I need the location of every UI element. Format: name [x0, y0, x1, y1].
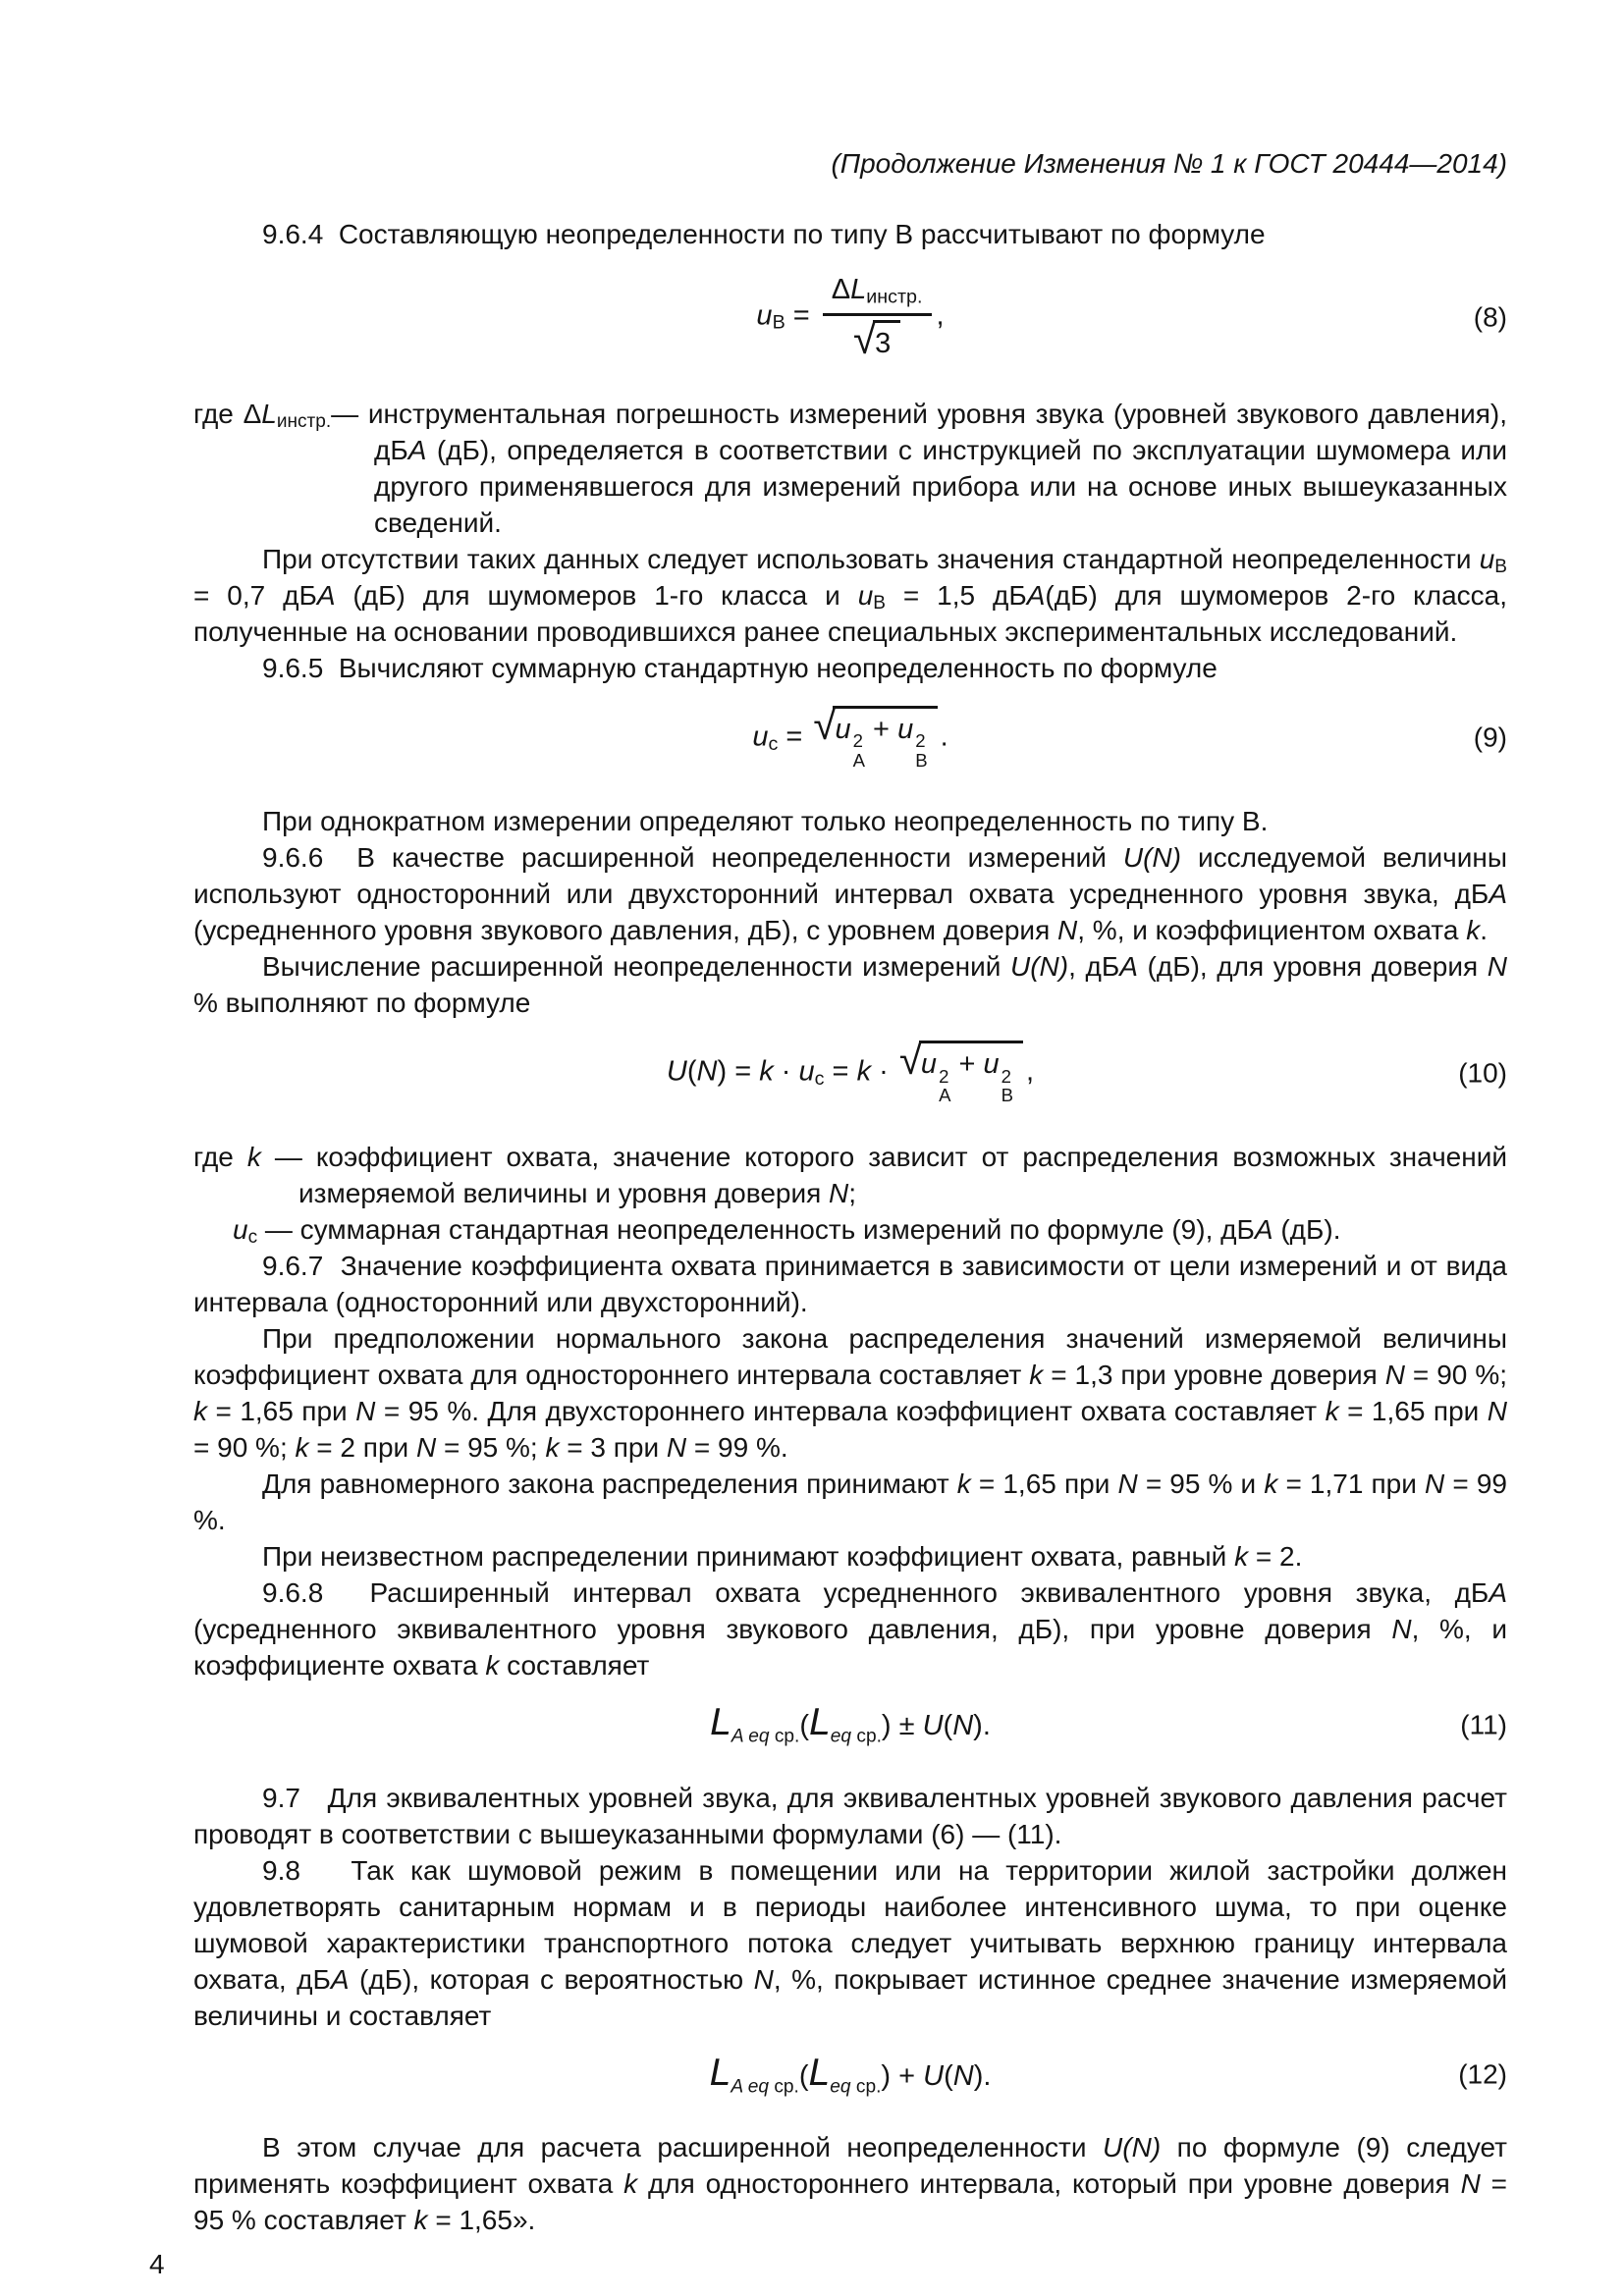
- para-9-6-8: 9.6.8 Расширенный интервал охвата усредненного эквивалентного уровня звука, дБА (усредненного эквивалентного уровня звукового давления, дБ), при уровне доверия N, %, и коэффициенте охвата k составляет: [193, 1576, 1507, 1681]
- para-9-8: 9.8 Так как шумовой режим в помещении или на территории жилой застройки должен удовлетворять санитарным нормам и в периоды наиболее интенсивного шума, то при оценке шумовой характеристики транспортного потока следует учитывать верхнюю границу интервала охвата, дБА (дБ), которая с вероятностью N, %, покрывает истинное среднее значение измеряемой величины и составляет: [193, 1854, 1507, 2031]
- page-number: 4: [149, 2249, 165, 2280]
- page-header: (Продолжение Изменения № 1 к ГОСТ 20444—2014): [831, 148, 1507, 179]
- document-body: [193, 216, 1507, 2238]
- formula-9: [193, 701, 1507, 771]
- formula-11-body: $L_{A eq ср.}(L_{eq ср.}) \pm U(N)$.: [710, 1700, 991, 1747]
- para-9-7: 9.7 Для эквивалентных уровней звука, для эквивалентных уровней звукового давления расчет проводят в соответствии с вышеуказанными формулами (6) — (11).: [193, 1782, 1507, 1849]
- formula-8-number: (8): [1473, 301, 1507, 333]
- para-where-10-uc: $u_с$ — суммарная стандартная неопределенность измерений по формуле (9), дБА (дБ).: [233, 1213, 1341, 1248]
- formula-8: [193, 272, 1507, 362]
- para-where-8: где $\Delta L_{инстр.}—$ инструментальная погрешность измерений уровня звука (уровней звукового давления), дБА (дБ), определяется в соответствии с инструкцией по эксплуатации шумомера или другого применявшегося для измерений прибора или на основе иных вышеуказанных сведений.: [193, 398, 1507, 538]
- para-calc-expanded: Вычисление расширенной неопределенности измерений U(N), дБА (дБ), для уровня доверия N % выполняют по формуле: [193, 951, 1507, 1019]
- para-final: В этом случае для расчета расширенной неопределенности U(N) по формуле (9) следует применять коэффициент охвата k для одностороннего интервала, который при уровне доверия N = 95 % составляет k = 1,65».: [193, 2132, 1508, 2236]
- formula-8-body: $u_В$ = $\Delta L_{инстр.}$ √ 3 ,: [756, 274, 945, 363]
- formula-12-number: (12): [1458, 2058, 1507, 2090]
- formula-10-number: (10): [1458, 1057, 1507, 1089]
- para-unknown-distribution: При неизвестном распределении принимают коэффициент охвата, равный k = 2.: [262, 1540, 1303, 1572]
- para-single-measurement: При однократном измерении определяют только неопределенность по типу В.: [262, 806, 1269, 837]
- para-9-6-4: 9.6.4 Составляющую неопределенности по типу В рассчитывают по формуле: [262, 219, 1266, 249]
- para-no-data: При отсутствии таких данных следует использовать значения стандартной неопределенности $u_В = 0,7$ дБА (дБ) для шумомеров 1-го класса и $u_В = 1,5$ дБА(дБ) для шумомеров 2-го класса, полученные на основании проводившихся ранее специальных экспериментальных исследований.: [193, 543, 1507, 647]
- formula-10: [193, 1037, 1507, 1106]
- para-uniform-law: Для равномерного закона распределения принимают k = 1,65 при N = 95 % и k = 1,71 при N = 99 %.: [193, 1468, 1507, 1535]
- formula-9-body: $u_с$ = √ u 2 А + u 2 В .: [752, 701, 948, 771]
- formula-12-body: $L_{A eq ср.}(L_{eq ср.}) + U(N)$.: [709, 2051, 992, 2098]
- para-normal-law: При предположении нормального закона распределения значений измеряемой величины коэффициент охвата для одностороннего интервала составляет k = 1,3 при уровне доверия N = 90 %; k = 1,65 при N = 95 %. Для двухстороннего интервала коэффициент охвата составляет k = 1,65 при N = 90 %; k = 2 при N = 95 %; k = 3 при N = 99 %.: [193, 1322, 1507, 1463]
- formula-12: [193, 2051, 1507, 2098]
- para-where-10-k: где k — коэффициент охвата, значение которого зависит от распределения возможных значений измеряемой величины и уровня доверия N;: [193, 1141, 1507, 1208]
- formula-10-body: $U(N) = k \cdot u_с = k$ · √ u 2 А + u 2 В ,: [666, 1037, 1035, 1106]
- formula-11-number: (11): [1460, 1709, 1507, 1740]
- formula-11: [193, 1700, 1507, 1747]
- formula-9-number: (9): [1473, 721, 1507, 753]
- para-9-6-5: 9.6.5 Вычисляют суммарную стандартную неопределенность по формуле: [262, 652, 1218, 683]
- para-9-6-6: 9.6.6 В качестве расширенной неопределенности измерений U(N) исследуемой величины используют односторонний или двухсторонний интервал охвата усредненного уровня звука, дБА (усредненного уровня звукового давления, дБ), с уровнем доверия N, %, и коэффициентом охвата k.: [193, 842, 1507, 946]
- para-9-6-7: 9.6.7 Значение коэффициента охвата принимается в зависимости от цели измерений и от вида интервала (односторонний или двухсторонний).: [193, 1250, 1507, 1317]
